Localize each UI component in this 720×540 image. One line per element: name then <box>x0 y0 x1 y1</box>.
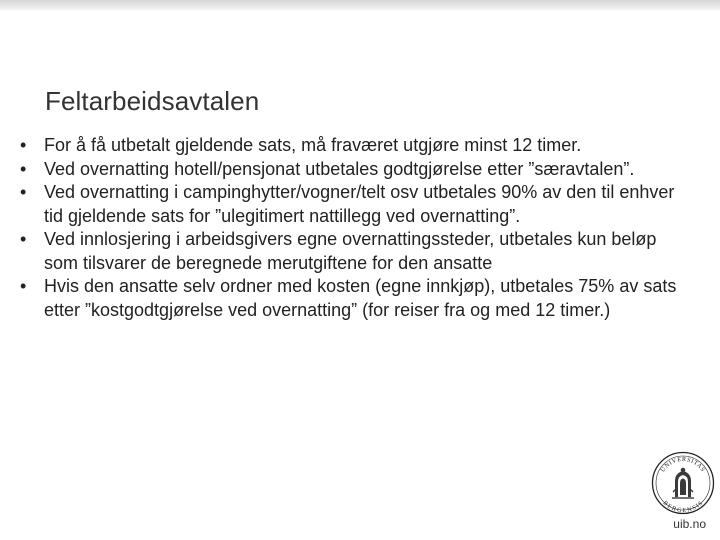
bullet-text: Hvis den ansatte selv ordner med kosten (egne innkjøp), utbetales 75% av sats etter ”kostgodtgjørelse ved overnatting” (for reiser fra og med 12 timer.) <box>44 276 677 320</box>
bullet-item <box>20 228 680 275</box>
bullet-text: Ved overnatting i campinghytter/vogner/telt osv utbetales 90% av den til enhver tid gjeldende sats for ”ulegitimert nattillegg ved overnatting”. <box>44 182 675 226</box>
bullet-dot-icon: • <box>20 276 27 296</box>
university-seal-icon <box>651 451 715 515</box>
bullet-item <box>20 181 680 228</box>
bullet-text: Ved innlosjering i arbeidsgivers egne overnattingssteder, utbetales kun beløp som tilsvarer de beregnede merutgiftene for den ansatte <box>44 229 657 273</box>
top-gradient-band <box>0 0 720 12</box>
bullet-text: Ved overnatting hotell/pensjonat utbetales godtgjørelse etter ”særavtalen”. <box>44 158 635 179</box>
footer-url: uib.no <box>673 517 706 531</box>
bullet-item <box>20 275 680 322</box>
bullet-text: For å få utbetalt gjeldende sats, må fraværet utgjøre minst 12 timer. <box>44 135 582 155</box>
slide-title: Feltarbeidsavtalen <box>45 86 260 116</box>
bullet-list <box>20 134 680 322</box>
bullet-item <box>20 134 680 158</box>
bullet-dot-icon: • <box>20 182 27 202</box>
bullet-dot-icon: • <box>20 229 27 249</box>
svg-text:BERGENSIS: BERGENSIS <box>661 499 705 515</box>
bullet-item <box>20 158 680 182</box>
svg-text:UNIVERSITAS: UNIVERSITAS <box>659 455 707 474</box>
bullet-dot-icon: • <box>20 158 27 179</box>
bullet-dot-icon: • <box>20 135 27 155</box>
